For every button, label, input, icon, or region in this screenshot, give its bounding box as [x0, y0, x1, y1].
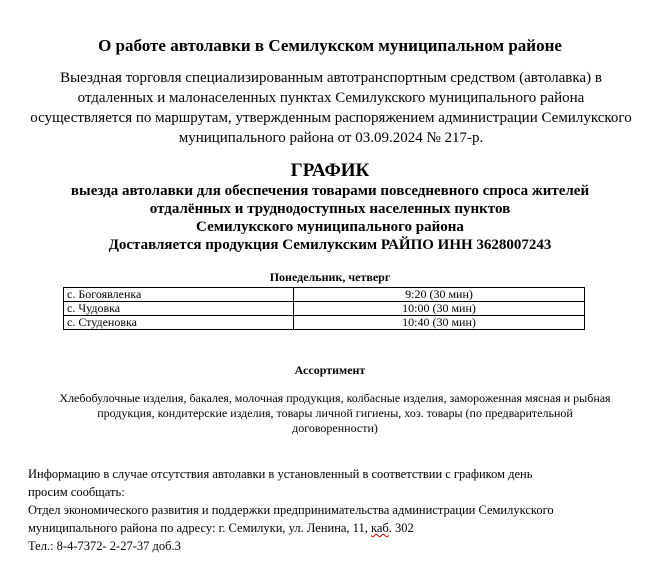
intro-paragraph: Выездная торговля специализированным автотранспортным средством (автолавка) в отдаленных и малонаселенных пунктах Семилукского муниципального района осуществляется по маршрутам, утвержденным распоряжением администрации Семилукского муниципального района от 03.09.2024 № 217-р.	[30, 70, 632, 146]
page-title: О работе автолавки в Семилукском муниципальном районе	[98, 36, 562, 55]
info-line: Отдел экономического развития и поддержки предпринимательства администрации Семилукского	[28, 503, 554, 517]
office-number: . 302	[388, 521, 414, 535]
info-line: Информацию в случае отсутствия автолавки в установленный в соответствии с графиком день	[28, 467, 533, 481]
table-cell-time: 9:20 (30 мин)	[294, 288, 585, 302]
table-row	[64, 288, 585, 302]
info-line: просим сообщать:	[28, 485, 125, 499]
assortment-line: продукция, кондитерские изделия, товары личной гигиены, хоз. товары (по предварительной	[97, 406, 573, 420]
table-cell-time: 10:40 (30 мин)	[294, 316, 585, 330]
schedule-heading: ГРАФИК	[290, 160, 370, 181]
address-text: муниципального района по адресу: г. Семилуки, ул. Ленина, 11,	[28, 521, 371, 535]
table-cell-place: с. Студеновка	[64, 316, 294, 330]
producer-line: Доставляется продукция Семилукским РАЙПО ИНН 3628007243	[108, 237, 552, 253]
spellcheck-word: каб	[370, 521, 389, 535]
assortment-line: Хлебобулочные изделия, бакалея, молочная продукция, колбасные изделия, замороженная мясная и рыбная	[59, 391, 611, 405]
assortment-heading: Ассортимент	[294, 363, 366, 377]
table-cell-time: 10:00 (30 мин)	[294, 302, 585, 316]
schedule-days: Понедельник, четверг	[269, 270, 391, 284]
table-row	[64, 316, 585, 330]
schedule-subheading-line-1: выезда автолавки для обеспечения товарами повседневного спроса жителей	[70, 183, 590, 199]
phone-line: Тел.: 8-4-7372- 2-27-37 доб.3	[28, 539, 181, 553]
contact-info	[28, 465, 648, 555]
assortment-text	[28, 391, 642, 436]
schedule-subheading-line-3: Семилукского муниципального района	[196, 219, 464, 235]
schedule-subheading-line-2: отдалённых и труднодоступных населенных пунктов	[149, 201, 511, 217]
assortment-line: договоренности)	[292, 421, 378, 435]
address-line	[28, 519, 648, 537]
route-table	[63, 287, 585, 330]
table-cell-place: с. Богоявленка	[64, 288, 294, 302]
table-row	[64, 302, 585, 316]
table-cell-place: с. Чудовка	[64, 302, 294, 316]
